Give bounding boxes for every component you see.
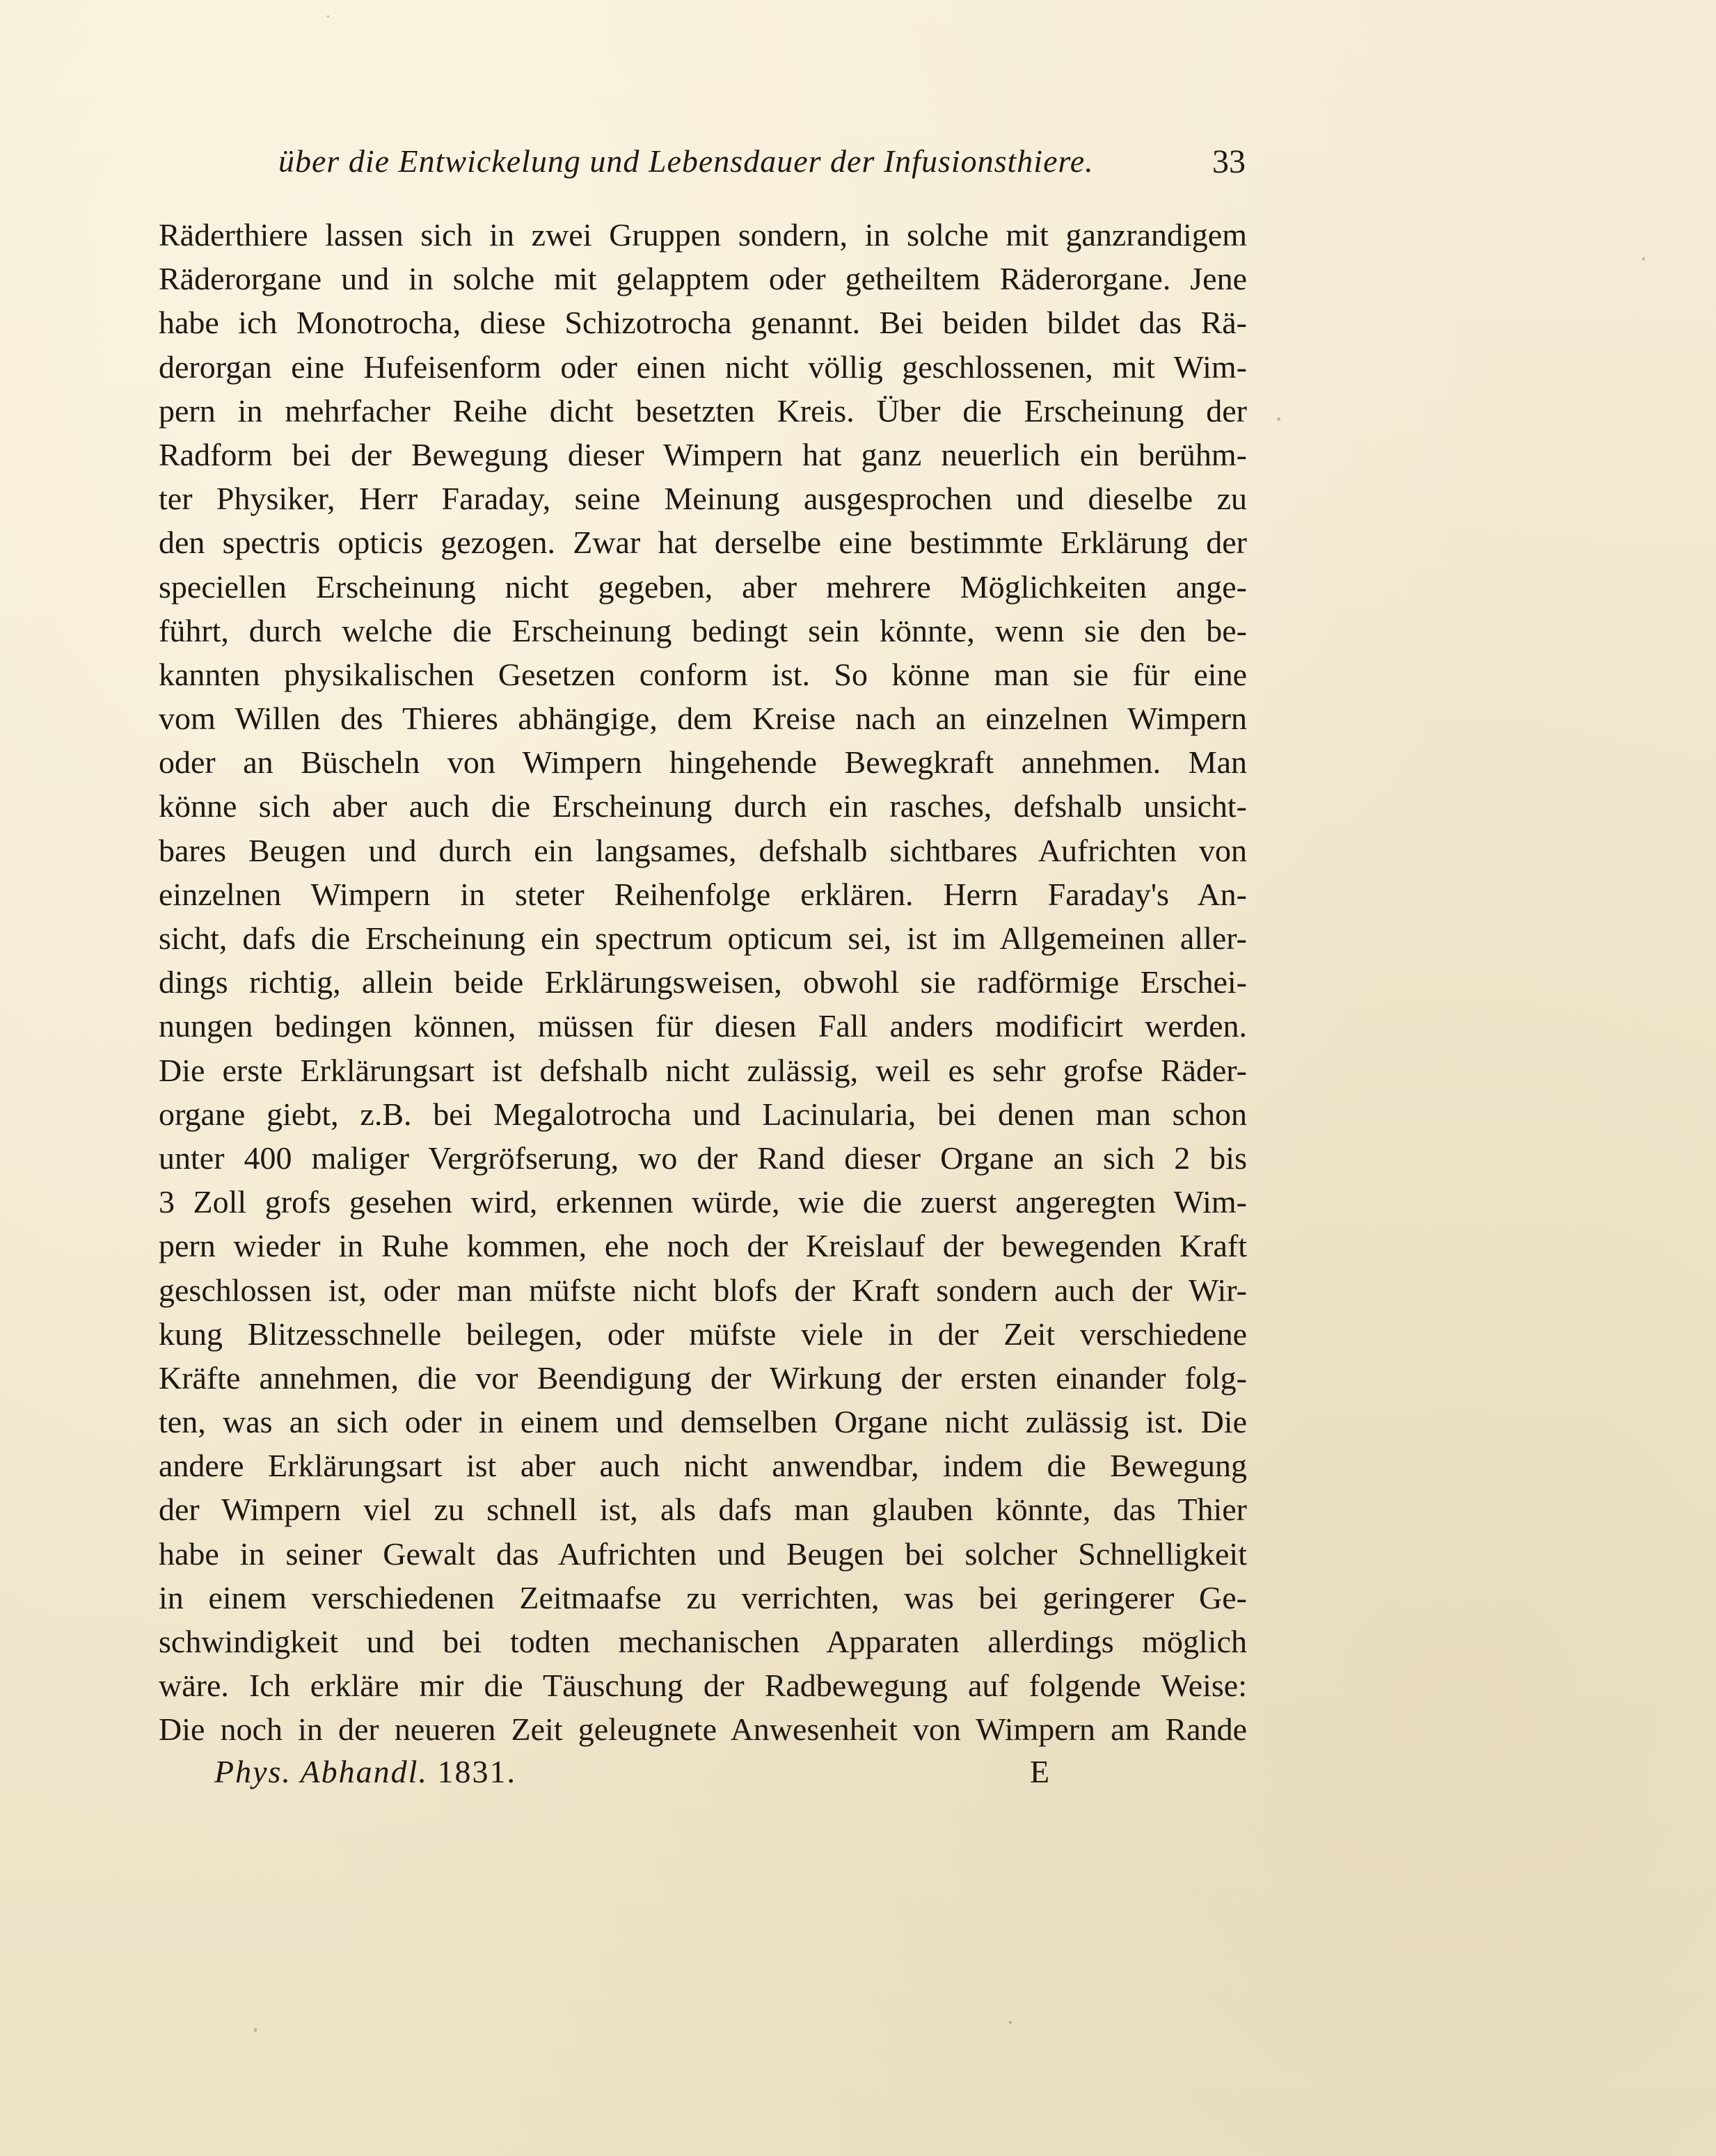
paper-speck — [327, 15, 329, 17]
paper-speck — [254, 2028, 257, 2032]
paper-speck — [1009, 2021, 1012, 2024]
text-line: Räderorgane und in solche mit gelapptem oder getheiltem Räderorgane. Jene — [159, 261, 1247, 297]
text-line: speciellen Erscheinung nicht gegeben, aber mehrere Möglichkeiten ange- — [159, 568, 1247, 605]
paper-speck — [1642, 257, 1645, 260]
text-line: den spectris opticis gezogen. Zwar hat derselbe eine bestimmte Erklärung der — [159, 525, 1247, 561]
page-number: 33 — [1212, 143, 1246, 180]
text-line: ten, was an sich oder in einem und demselben Organe nicht zulässig ist. Die — [159, 1404, 1247, 1440]
text-line: oder an Büscheln von Wimpern hingehende Bewegkraft annehmen. Man — [159, 744, 1247, 781]
journal-footer — [214, 1753, 516, 1790]
text-line: pern wieder in Ruhe kommen, ehe noch der Kreislauf der bewegenden Kraft — [159, 1228, 1247, 1264]
text-line: Die noch in der neueren Zeit geleugnete Anwesenheit von Wimpern am Rande — [159, 1711, 1247, 1748]
text-line: andere Erklärungsart ist aber auch nicht anwendbar, indem die Bewegung — [159, 1448, 1247, 1484]
text-line: organe giebt, z.B. bei Megalotrocha und Lacinularia, bei denen man schon — [159, 1096, 1247, 1132]
text-line: könne sich aber auch die Erscheinung durch ein rasches, defshalb unsicht- — [159, 788, 1247, 824]
text-line: unter 400 maliger Vergröfserung, wo der Rand dieser Organe an sich 2 bis — [159, 1140, 1247, 1176]
text-line: dings richtig, allein beide Erklärungsweisen, obwohl sie radförmige Erschei- — [159, 964, 1247, 1000]
text-line: in einem verschiedenen Zeitmaafse zu verrichten, was bei geringerer Ge- — [159, 1579, 1247, 1615]
text-line: habe in seiner Gewalt das Aufrichten und Beugen bei solcher Schnelligkeit — [159, 1535, 1247, 1572]
text-line: einzelnen Wimpern in steter Reihenfolge erklären. Herrn Faraday's An- — [159, 876, 1247, 912]
signature-mark: E — [1030, 1754, 1050, 1789]
text-line: bares Beugen und durch ein langsames, defshalb sichtbares Aufrichten von — [159, 832, 1247, 868]
running-head: über die Entwickelung und Lebensdauer der Infusionsthiere. — [278, 143, 1094, 179]
journal-name: Phys. Abhandl. — [214, 1754, 428, 1789]
text-line: nungen bedingen können, müssen für diesen Fall anders modificirt werden. — [159, 1008, 1247, 1044]
text-line: kung Blitzesschnelle beilegen, oder müfste viele in der Zeit verschiedene — [159, 1316, 1247, 1352]
text-line: wäre. Ich erkläre mir die Täuschung der Radbewegung auf folgende Weise: — [159, 1668, 1247, 1704]
body-text — [159, 213, 1247, 1752]
text-line: vom Willen des Thieres abhängige, dem Kreise nach an einzelnen Wimpern — [159, 701, 1247, 737]
text-line: pern in mehrfacher Reihe dicht besetzten Kreis. Über die Erscheinung der — [159, 392, 1247, 429]
journal-year: 1831. — [437, 1754, 516, 1789]
text-line: schwindigkeit und bei todten mechanischen Apparaten allerdings möglich — [159, 1624, 1247, 1659]
text-line: kannten physikalischen Gesetzen conform ist. So könne man sie für eine — [159, 656, 1247, 692]
text-line: 3 Zoll grofs gesehen wird, erkennen würde, wie die zuerst angeregten Wim- — [159, 1184, 1247, 1220]
paper-speck — [1277, 417, 1280, 421]
text-line: der Wimpern viel zu schnell ist, als dafs man glauben könnte, das Thier — [159, 1492, 1247, 1528]
text-line: Radform bei der Bewegung dieser Wimpern hat ganz neuerlich ein berühm- — [159, 436, 1247, 472]
text-line: habe ich Monotrocha, diese Schizotrocha genannt. Bei beiden bildet das Rä- — [159, 305, 1247, 341]
text-line: führt, durch welche die Erscheinung bedingt sein könnte, wenn sie den be- — [159, 612, 1247, 648]
text-line: Räderthiere lassen sich in zwei Gruppen sondern, in solche mit ganzrandigem — [159, 217, 1247, 253]
text-line: ter Physiker, Herr Faraday, seine Meinung ausgesprochen und dieselbe zu — [159, 481, 1247, 517]
text-line: sicht, dafs die Erscheinung ein spectrum opticum sei, ist im Allgemeinen aller- — [159, 920, 1247, 956]
text-line: derorgan eine Hufeisenform oder einen nicht völlig geschlossenen, mit Wim- — [159, 349, 1247, 385]
text-line: Die erste Erklärungsart ist defshalb nicht zulässig, weil es sehr grofse Räder- — [159, 1052, 1247, 1088]
text-line: Kräfte annehmen, die vor Beendigung der Wirkung der ersten einander folg- — [159, 1359, 1247, 1396]
text-line: geschlossen ist, oder man müfste nicht blofs der Kraft sondern auch der Wir- — [159, 1272, 1247, 1308]
